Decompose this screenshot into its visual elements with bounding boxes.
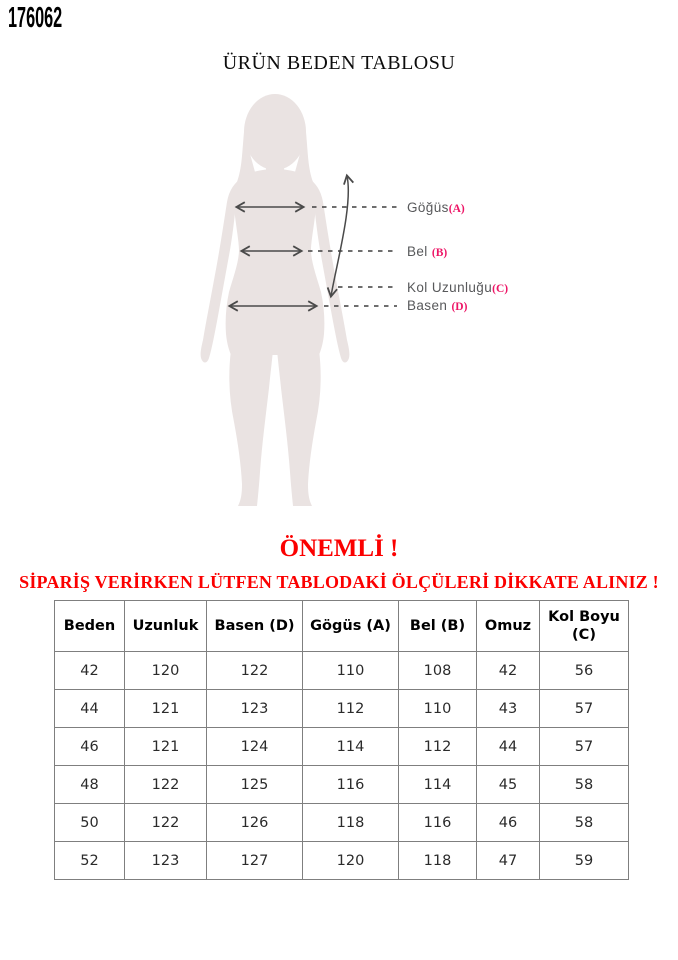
table-cell: 46 <box>55 728 125 766</box>
label-arm-length <box>407 280 508 295</box>
label-chest-code: (A) <box>448 203 465 215</box>
table-cell: 123 <box>125 842 207 880</box>
table-cell: 121 <box>125 728 207 766</box>
label-hip-text: Basen <box>407 298 452 313</box>
label-hip <box>407 298 467 313</box>
column-header: Omuz <box>477 601 540 652</box>
table-row <box>55 766 629 804</box>
table-cell: 122 <box>125 766 207 804</box>
column-header: Bel (B) <box>399 601 477 652</box>
table-row <box>55 690 629 728</box>
label-chest-text: Göğüs <box>407 200 449 215</box>
table-cell: 44 <box>477 728 540 766</box>
warning-heading: ÖNEMLİ ! <box>279 535 399 562</box>
label-waist-text: Bel <box>407 244 432 259</box>
column-header: Basen (D) <box>207 601 303 652</box>
table-cell: 121 <box>125 690 207 728</box>
table-cell: 58 <box>540 804 629 842</box>
table-cell: 112 <box>399 728 477 766</box>
table-cell: 46 <box>477 804 540 842</box>
table-row <box>55 652 629 690</box>
label-waist <box>407 244 447 259</box>
product-code: 176062 <box>8 2 63 34</box>
page-title: ÜRÜN BEDEN TABLOSU <box>222 52 456 74</box>
table-cell: 52 <box>55 842 125 880</box>
size-table <box>54 600 629 880</box>
body-silhouette-icon <box>195 92 410 512</box>
table-cell: 56 <box>540 652 629 690</box>
table-cell: 114 <box>399 766 477 804</box>
label-hip-code: (D) <box>451 301 468 313</box>
table-cell: 59 <box>540 842 629 880</box>
table-row <box>55 728 629 766</box>
table-cell: 114 <box>303 728 399 766</box>
label-waist-code: (B) <box>431 247 448 259</box>
table-body <box>55 652 629 880</box>
table-cell: 125 <box>207 766 303 804</box>
label-chest <box>407 200 465 215</box>
table-cell: 122 <box>207 652 303 690</box>
column-header: Kol Boyu (C) <box>540 601 629 652</box>
table-header-row <box>55 601 629 652</box>
table-cell: 42 <box>477 652 540 690</box>
table-cell: 108 <box>399 652 477 690</box>
table-cell: 110 <box>399 690 477 728</box>
table-cell: 127 <box>207 842 303 880</box>
table-cell: 120 <box>125 652 207 690</box>
table-cell: 116 <box>303 766 399 804</box>
table-cell: 124 <box>207 728 303 766</box>
table-cell: 48 <box>55 766 125 804</box>
table-cell: 57 <box>540 728 629 766</box>
table-cell: 42 <box>55 652 125 690</box>
table-cell: 43 <box>477 690 540 728</box>
table-cell: 120 <box>303 842 399 880</box>
table-cell: 123 <box>207 690 303 728</box>
table-cell: 112 <box>303 690 399 728</box>
table-cell: 126 <box>207 804 303 842</box>
table-cell: 118 <box>399 842 477 880</box>
body-measurement-figure <box>195 92 410 512</box>
label-arm-length-code: (C) <box>492 283 509 295</box>
table-cell: 118 <box>303 804 399 842</box>
column-header: Gögüs (A) <box>303 601 399 652</box>
table-cell: 45 <box>477 766 540 804</box>
column-header: Beden <box>55 601 125 652</box>
table-row <box>55 842 629 880</box>
warning-subheading: SİPARİŞ VERİRKEN LÜTFEN TABLODAKİ ÖLÇÜLERİ DİKKATE ALINIZ ! <box>19 572 659 592</box>
table-cell: 122 <box>125 804 207 842</box>
table-cell: 58 <box>540 766 629 804</box>
table-cell: 110 <box>303 652 399 690</box>
label-arm-length-text: Kol Uzunluğu <box>407 280 493 295</box>
table-row <box>55 804 629 842</box>
table-cell: 47 <box>477 842 540 880</box>
column-header: Uzunluk <box>125 601 207 652</box>
table-cell: 50 <box>55 804 125 842</box>
table-cell: 116 <box>399 804 477 842</box>
table-cell: 44 <box>55 690 125 728</box>
table-cell: 57 <box>540 690 629 728</box>
